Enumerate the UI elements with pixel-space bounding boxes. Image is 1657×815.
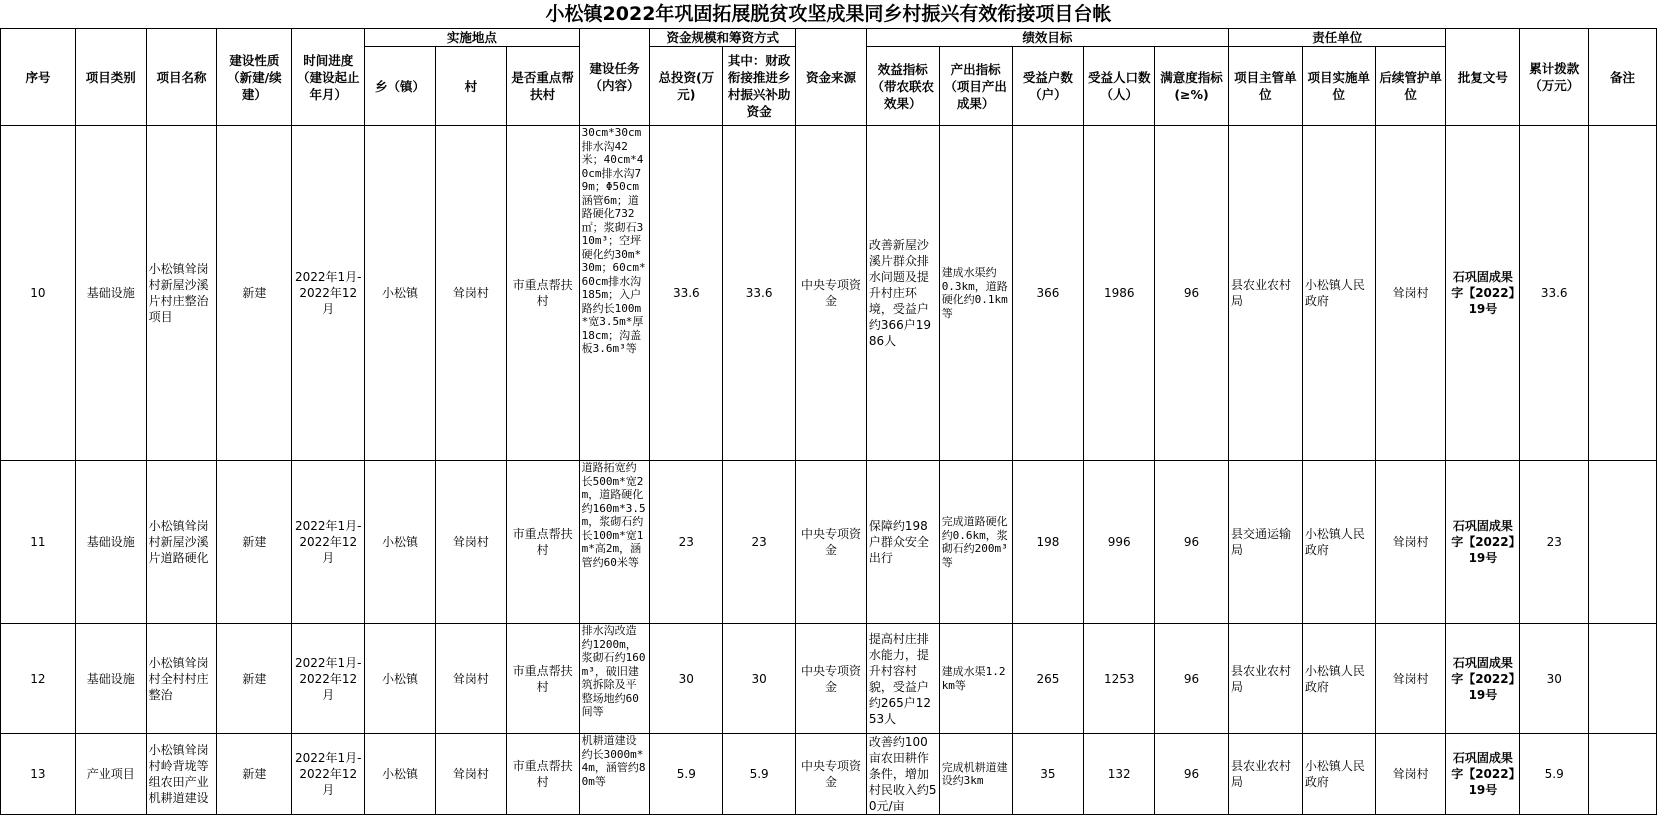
header-approval: 批复文号 [1446,29,1520,126]
cell-output: 建成水渠约0.3km，道路硬化约0.1km等 [939,126,1012,461]
header-output: 产出指标（项目产出成果） [939,47,1012,126]
cell-allocated: 30 [1520,624,1589,734]
header-seq: 序号 [1,29,76,126]
header-households: 受益户数（户） [1012,47,1084,126]
cell-village: 耸岗村 [435,461,506,624]
cell-source: 中央专项资金 [796,734,867,815]
cell-satisfaction: 96 [1155,461,1229,624]
cell-seq: 11 [1,461,76,624]
cell-category: 基础设施 [75,461,146,624]
cell-benefit: 改善约100亩农田耕作条件，增加村民收入约50元/亩 [866,734,939,815]
cell-population: 1986 [1084,126,1155,461]
cell-implementer: 小松镇人民政府 [1302,126,1375,461]
cell-source: 中央专项资金 [796,126,867,461]
cell-town: 小松镇 [365,126,436,461]
cell-output: 建成水渠1.2km等 [939,624,1012,734]
header-town: 乡（镇） [365,47,436,126]
cell-population: 996 [1084,461,1155,624]
cell-schedule: 2022年1月-2022年12月 [292,126,365,461]
cell-subsidy: 23 [723,461,796,624]
header-satisfaction: 满意度指标(≥%) [1155,47,1229,126]
cell-manager: 耸岗村 [1375,734,1446,815]
cell-total: 23 [650,461,723,624]
cell-approval: 石巩固成果字【2022】19号 [1446,734,1520,815]
cell-output: 完成机耕道建设约3km [939,734,1012,815]
cell-town: 小松镇 [365,461,436,624]
cell-source: 中央专项资金 [796,461,867,624]
header-total: 总投资(万元) [650,47,723,126]
cell-category: 产业项目 [75,734,146,815]
cell-benefit: 提高村庄排水能力，提升村容村貌，受益户约265户1253人 [866,624,939,734]
cell-total: 30 [650,624,723,734]
cell-authority: 县交通运输局 [1228,461,1302,624]
cell-key-village: 市重点帮扶村 [506,126,579,461]
cell-subsidy: 33.6 [723,126,796,461]
header-schedule: 时间进度（建设起止年月） [292,29,365,126]
header-population: 受益人口数（人） [1084,47,1155,126]
cell-total: 5.9 [650,734,723,815]
cell-satisfaction: 96 [1155,126,1229,461]
cell-households: 366 [1012,126,1084,461]
cell-category: 基础设施 [75,126,146,461]
header-benefit: 效益指标（带农联农效果） [866,47,939,126]
cell-schedule: 2022年1月-2022年12月 [292,624,365,734]
cell-population: 1253 [1084,624,1155,734]
cell-allocated: 23 [1520,461,1589,624]
cell-name: 小松镇耸岗村新屋沙溪片村庄整治项目 [146,126,217,461]
cell-nature: 新建 [217,734,292,815]
cell-key-village: 市重点帮扶村 [506,734,579,815]
header-resp-group: 责任单位 [1228,29,1446,47]
cell-households: 198 [1012,461,1084,624]
cell-satisfaction: 96 [1155,734,1229,815]
cell-task: 道路拓宽约长500m*宽2m，道路硬化约160m*3.5m，浆砌石约长100m*宽1m*高2m，涵管约60米等 [579,461,650,624]
cell-task: 机耕道建设约长3000m*4m，涵管约80m等 [579,734,650,815]
cell-households: 35 [1012,734,1084,815]
header-allocated: 累计拨款（万元） [1520,29,1589,126]
header-remark: 备注 [1589,29,1657,126]
cell-remark [1589,734,1657,815]
cell-nature: 新建 [217,126,292,461]
header-manager: 后续管护单位 [1375,47,1446,126]
cell-approval: 石巩固成果字【2022】19号 [1446,461,1520,624]
cell-population: 132 [1084,734,1155,815]
cell-remark [1589,624,1657,734]
cell-name: 小松镇耸岗村岭背垅等组农田产业机耕道建设 [146,734,217,815]
cell-nature: 新建 [217,624,292,734]
cell-village: 耸岗村 [435,624,506,734]
cell-remark [1589,126,1657,461]
cell-name: 小松镇耸岗村新屋沙溪片道路硬化 [146,461,217,624]
header-authority: 项目主管单位 [1228,47,1302,126]
header-fund-group: 资金规模和筹资方式 [650,29,796,47]
cell-approval: 石巩固成果字【2022】19号 [1446,126,1520,461]
header-perf-group: 绩效目标 [866,29,1228,47]
cell-allocated: 33.6 [1520,126,1589,461]
cell-town: 小松镇 [365,734,436,815]
header-category: 项目类别 [75,29,146,126]
cell-benefit: 改善新屋沙溪片群众排水问题及提升村庄环境，受益户约366户1986人 [866,126,939,461]
header-village: 村 [435,47,506,126]
cell-manager: 耸岗村 [1375,624,1446,734]
header-key-village: 是否重点帮扶村 [506,47,579,126]
cell-source: 中央专项资金 [796,624,867,734]
cell-satisfaction: 96 [1155,624,1229,734]
cell-implementer: 小松镇人民政府 [1302,624,1375,734]
cell-schedule: 2022年1月-2022年12月 [292,734,365,815]
header-source: 资金来源 [796,29,867,126]
cell-authority: 县农业农村局 [1228,126,1302,461]
cell-benefit: 保障约198户群众安全出行 [866,461,939,624]
table-row [1,624,1657,734]
cell-subsidy: 30 [723,624,796,734]
header-subsidy: 其中：财政衔接推进乡村振兴补助资金 [723,47,796,126]
header-name: 项目名称 [146,29,217,126]
cell-allocated: 5.9 [1520,734,1589,815]
cell-town: 小松镇 [365,624,436,734]
cell-village: 耸岗村 [435,734,506,815]
cell-manager: 耸岗村 [1375,126,1446,461]
cell-total: 33.6 [650,126,723,461]
cell-authority: 县农业农村局 [1228,624,1302,734]
cell-seq: 13 [1,734,76,815]
table-row [1,126,1657,461]
cell-remark [1589,461,1657,624]
header-nature: 建设性质（新建/续建） [217,29,292,126]
project-ledger-table [0,28,1657,815]
cell-approval: 石巩固成果字【2022】19号 [1446,624,1520,734]
cell-task: 30cm*30cm排水沟42米；40cm*40cm排水沟79m；Φ50cm涵管6m；道路硬化732㎡；浆砌石310m³；空坪硬化约30m*30m；60cm*60cm排水沟185m；入户路约长100m*宽3.5m*厚18cm；沟盖板3.6m³等 [579,126,650,461]
cell-task: 排水沟改造约1200m，浆砌石约160m³，破旧建筑拆除及平整场地约60间等 [579,624,650,734]
header-implementer: 项目实施单位 [1302,47,1375,126]
table-row [1,461,1657,624]
page-title: 小松镇2022年巩固拓展脱贫攻坚成果同乡村振兴有效衔接项目台帐 [545,3,1112,25]
cell-households: 265 [1012,624,1084,734]
cell-seq: 12 [1,624,76,734]
cell-seq: 10 [1,126,76,461]
table-row [1,734,1657,815]
cell-key-village: 市重点帮扶村 [506,624,579,734]
cell-schedule: 2022年1月-2022年12月 [292,461,365,624]
header-location-group: 实施地点 [365,29,579,47]
cell-key-village: 市重点帮扶村 [506,461,579,624]
cell-implementer: 小松镇人民政府 [1302,461,1375,624]
cell-implementer: 小松镇人民政府 [1302,734,1375,815]
cell-authority: 县农业农村局 [1228,734,1302,815]
cell-category: 基础设施 [75,624,146,734]
cell-name: 小松镇耸岗村全村村庄整治 [146,624,217,734]
cell-output: 完成道路硬化约0.6km，浆砌石约200m³等 [939,461,1012,624]
cell-manager: 耸岗村 [1375,461,1446,624]
cell-nature: 新建 [217,461,292,624]
cell-village: 耸岗村 [435,126,506,461]
cell-subsidy: 5.9 [723,734,796,815]
header-task: 建设任务（内容） [579,29,650,126]
